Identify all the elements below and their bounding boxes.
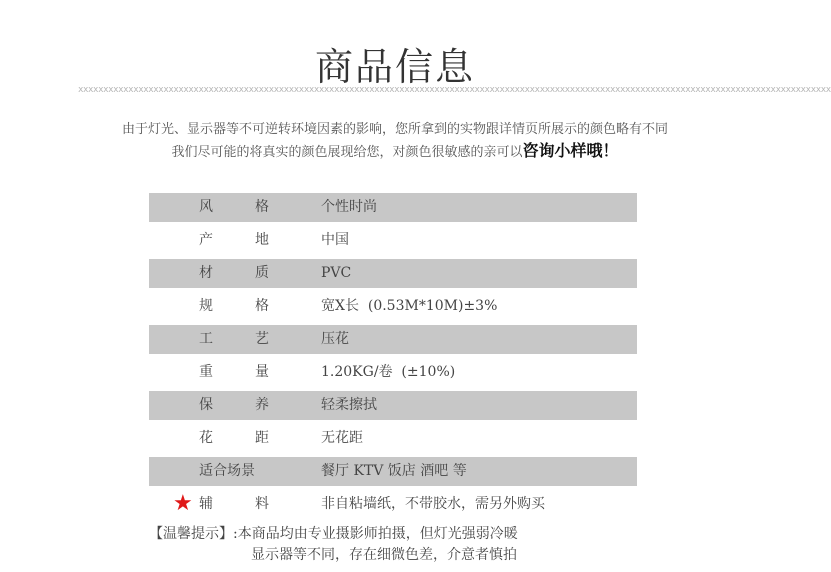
- spec-label-char: 产: [199, 232, 213, 248]
- spec-label-char: 辅: [199, 496, 213, 512]
- spec-row-accessories: [149, 490, 637, 519]
- spec-label-char: 保: [199, 397, 213, 413]
- spec-row-size: [149, 292, 637, 321]
- spec-label-char: 地: [255, 232, 269, 248]
- spec-row-origin: [149, 226, 637, 255]
- spec-value: 压花: [321, 331, 349, 347]
- spec-value: 轻柔擦拭: [321, 397, 377, 413]
- spec-label-char: 量: [255, 364, 269, 380]
- spec-row-style: [149, 193, 637, 222]
- spec-label-char: 工: [199, 331, 213, 347]
- spec-label-char: 规: [199, 298, 213, 314]
- spec-row-pattern-repeat: [149, 424, 637, 453]
- spec-label: [199, 490, 269, 519]
- spec-label: [199, 292, 269, 321]
- spec-value: PVC: [321, 265, 352, 281]
- warm-notice-line-1: 【温馨提示】:本商品均由专业摄影师拍摄，但灯光强弱冷暖: [149, 526, 518, 542]
- spec-label-char: 风: [199, 199, 213, 215]
- spec-value: 个性时尚: [321, 199, 377, 215]
- spec-value: 中国: [321, 232, 349, 248]
- red-star-icon: ★: [173, 491, 193, 516]
- spec-label-char: 养: [255, 397, 269, 413]
- warm-notice-line-2: 显示器等不同，存在细微色差，介意者慎拍: [251, 547, 517, 563]
- spec-label-char: 距: [255, 430, 269, 446]
- decorative-divider: xxxxxxxxxxxxxxxxxxxxxxxxxxxxxxxxxxxxxxxxxxxxxxxxxxxxxxxxxxxxxxxxxxxxxxxxxxxxxxxxxxxxxxxxxxxxxxxxxxxxxxxxxxxxxxxxxxxxxxxxxxxxxxxxxxxxxxxxxxxxxxxxxxxxxx: [78, 85, 831, 95]
- spec-label-char: 重: [199, 364, 213, 380]
- spec-row-craft: [149, 325, 637, 354]
- spec-row-care: [149, 391, 637, 420]
- spec-label-char: 花: [199, 430, 213, 446]
- intro-line-1: 由于灯光、显示器等不可逆转环境因素的影响，您所拿到的实物跟详情页所展示的颜色略有不同: [121, 122, 668, 137]
- spec-row-material: [149, 259, 637, 288]
- consult-sample-emphasis: 咨询小样哦！: [522, 141, 619, 160]
- spec-row-suitable-scenes: [149, 457, 637, 486]
- spec-label-char: 格: [255, 298, 269, 314]
- spec-label: [199, 193, 269, 222]
- spec-label: [199, 226, 269, 255]
- spec-label: [199, 424, 269, 453]
- spec-label-char: 材: [199, 265, 213, 281]
- page-title: 商品信息: [314, 45, 475, 89]
- spec-label: [199, 325, 269, 354]
- spec-label: [199, 358, 269, 387]
- spec-value: 宽X长 (0.53M*10M)±3%: [321, 298, 498, 314]
- intro-line-2: [0, 138, 790, 161]
- spec-value: 餐厅 KTV 饭店 酒吧 等: [321, 463, 467, 479]
- spec-label: [199, 391, 269, 420]
- spec-label-char: 料: [255, 496, 269, 512]
- spec-value: 1.20KG/卷 (±10%): [321, 364, 456, 380]
- spec-label: 适合场景: [199, 463, 255, 479]
- spec-value: 无花距: [321, 430, 363, 446]
- spec-value: 非自粘墙纸，不带胶水，需另外购买: [321, 496, 545, 512]
- spec-label-char: 格: [255, 199, 269, 215]
- spec-table: [149, 193, 637, 523]
- spec-label: [199, 259, 269, 288]
- spec-label-char: 质: [255, 265, 269, 281]
- spec-row-weight: [149, 358, 637, 387]
- spec-label-char: 艺: [255, 331, 269, 347]
- intro-line-2-text: 我们尽可能的将真实的颜色展现给您，对颜色很敏感的亲可以: [171, 145, 523, 160]
